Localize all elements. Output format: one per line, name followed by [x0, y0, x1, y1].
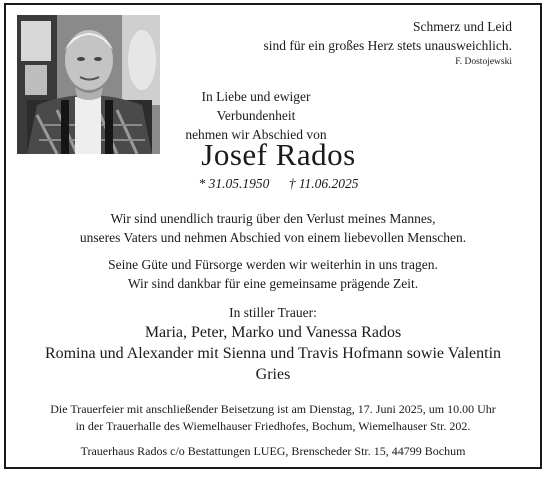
- condolence-text-1: [6, 209, 540, 247]
- ceremony-line-1: Die Trauerfeier mit anschließender Beisetzung ist am Dienstag, 17. Juni 2025, um 10.00 Uhr: [50, 402, 496, 416]
- condolence-2-line-1: Seine Güte und Fürsorge werden wir weiterhin in uns tragen.: [108, 257, 438, 272]
- intro-line-1: In Liebe und ewiger Verbundenheit: [201, 89, 311, 123]
- quote-line-2: sind für ein großes Herz stets unausweichlich.: [263, 38, 512, 53]
- intro-line-2: nehmen wir Abschied von: [185, 127, 327, 142]
- condolence-2-line-2: Wir sind dankbar für eine gemeinsame prägende Zeit.: [127, 276, 419, 291]
- death-date: † 11.06.2025: [288, 176, 359, 191]
- obituary-frame: [4, 3, 542, 469]
- ceremony-info: [6, 401, 540, 435]
- mourning-address: Trauerhaus Rados c/o Bestattungen LUEG, Brenscheder Str. 15, 44799 Bochum: [80, 444, 466, 458]
- mourners-list: [6, 322, 540, 385]
- birth-date: * 31.05.1950: [198, 176, 270, 191]
- condolence-1-line-2: unseres Vaters und nehmen Abschied von einem liebevollen Menschen.: [79, 230, 467, 245]
- condolence-text-2: [6, 255, 540, 293]
- portrait-photo: [17, 15, 160, 154]
- ceremony-line-2: in der Trauerhalle des Wiemelhauser Friedhofes, Bochum, Wiemelhauser Str. 202.: [75, 419, 471, 433]
- condolence-1-line-1: Wir sind unendlich traurig über den Verlust meines Mannes,: [110, 211, 436, 226]
- mourners-line-2: Romina und Alexander mit Sienna und Travis Hofmann sowie Valentin: [44, 345, 502, 362]
- quote-block: [263, 17, 512, 69]
- quote-author: F. Dostojewski: [455, 57, 512, 67]
- life-dates: [146, 175, 411, 193]
- mourners-label: In stiller Trauer:: [229, 305, 317, 320]
- quote-line-1: Schmerz und Leid: [413, 19, 512, 34]
- mourners-line-1: Maria, Peter, Marko und Vanessa Rados: [144, 324, 402, 341]
- deceased-name: Josef Rados: [201, 137, 356, 172]
- mourners-line-3: Gries: [255, 366, 291, 383]
